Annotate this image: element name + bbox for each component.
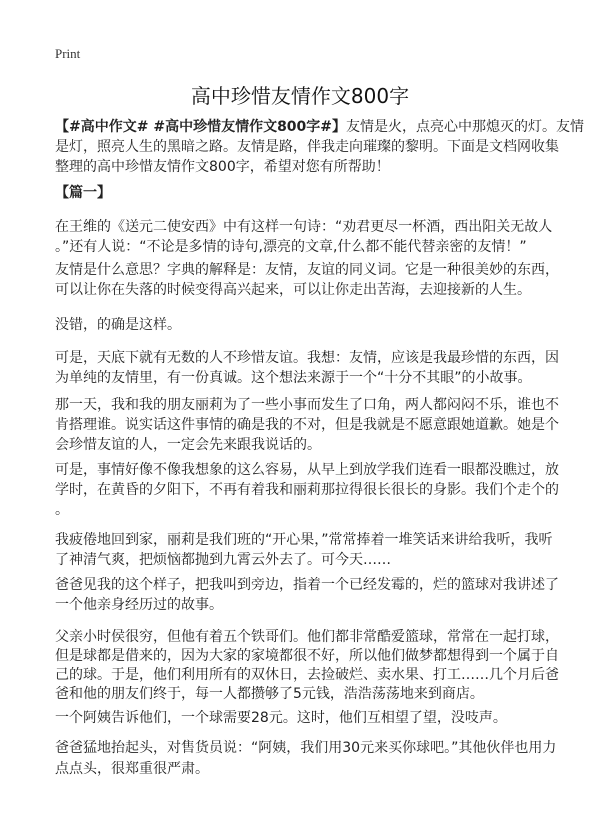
paragraph-line: 学时，在黄昏的夕阳下，不再有着我和丽莉那拉得很长很长的身影。我们个走个的 [55,482,559,498]
paragraph-line: 点点头，很郑重很严肃。 [55,761,209,777]
body-paragraph [55,738,556,780]
paragraph-line: 爸和他的朋友们终于，每一人都攒够了5元钱，浩浩荡荡地来到商店。 [55,686,484,702]
paragraph-line: 己的球。于是，他们利用所有的双休日，去捡破烂、卖水果、打工……几个月后爸 [55,667,559,683]
paragraph-line: 可以让你在失落的时候变得高兴起来，可以让你走出苦海，去迎接新的人生。 [55,282,531,298]
paragraph-line: 可是，天底下就有无数的人不珍惜友谊。我想：友情，应该是我最珍惜的东西，因 [55,350,559,366]
paragraph-line: 。”还有人说：“不论是多情的诗句,漂亮的文章,什么都不能代替亲密的友情！” [55,239,527,255]
body-paragraph [55,217,552,257]
paragraph-line: 爸爸见我的这个样子，把我叫到旁边，指着一个已经发霉的，烂的篮球对我讲述了 [55,577,559,593]
paragraph-line: 会珍惜友谊的人，一定会先来跟我说话的。 [55,437,321,453]
paragraph-line: 父亲小时侯很穷，但他有着五个铁哥们。他们都非常酷爱篮球，常常在一起打球， [55,629,559,645]
paragraph-line: 肯搭理谁。说实话这件事情的确是我的不对，但是我就是不愿意跟她道歉。她是个 [55,417,559,433]
paragraph-line: 我疲倦地回到家，丽莉是我们班的“开心果，”常常捧着一堆笑话来讲给我听，我听 [55,532,553,548]
paragraph-line: 没错，的确是这样。 [55,317,181,333]
paragraph-line: 在王维的《送元二使安西》中有这样一句诗：“劝君更尽一杯酒，西出阳关无故人 [55,219,553,235]
intro-line: 整理的高中珍惜友情作文800字，希望对您有所帮助！ [55,159,390,175]
paragraph-line: 但是球都是借来的，因为大家的家境都很不好，所以他们做梦都想得到一个属于自 [55,648,559,664]
body-paragraph [55,395,559,455]
intro-line: 友情是火，点亮心中那熄灭的灯。友情 [346,119,585,135]
paragraph-line: 。 [55,502,69,518]
section-heading: 【篇一】 [55,185,111,201]
paragraph-line: 了神清气爽，把烦恼都抛到九霄云外去了。可今天…… [55,552,391,568]
intro-tag: 【#高中作文# #高中珍惜友情作文800字#】 [55,119,347,135]
document-title: 高中珍惜友情作文800字 [190,84,410,108]
paragraph-line: 一个他亲身经历过的故事。 [55,597,223,613]
paragraph-line: 友情是什么意思？字典的解释是：友情，友谊的同义词。它是一种很美妙的东西， [55,262,559,278]
intro-paragraph [55,117,584,177]
body-paragraph [55,575,559,615]
paragraph-line: 爸爸猛地抬起头，对售货员说：“阿姨，我们用30元来买你球吧。”其他伙伴也用力 [55,740,557,756]
paragraph-line: 为单纯的友情里，有一份真诚。这个想法来源于一个“十分不其眼”的小故事。 [55,370,532,386]
body-paragraph [55,708,507,728]
body-paragraph [55,460,559,520]
paragraph-line: 可是，事情好像不像我想象的这么容易，从早上到放学我们连看一眼都没瞧过，放 [55,462,559,478]
body-paragraph [55,348,559,388]
print-link[interactable]: Print [55,46,81,61]
body-paragraph [55,260,559,300]
body-paragraph [55,530,553,570]
paragraph-line: 那一天，我和我的朋友丽莉为了一些小事而发生了口角，两人都闷闷不乐，谁也不 [55,397,559,413]
intro-line: 是灯，照亮人生的黑暗之路。友情是路，伴我走向璀璨的黎明。下面是文档网收集 [55,139,559,155]
paragraph-line: 一个阿姨告诉他们，一个球需要28元。这时，他们互相望了望，没吱声。 [55,710,507,726]
body-paragraph [55,315,181,335]
body-paragraph [55,628,559,704]
